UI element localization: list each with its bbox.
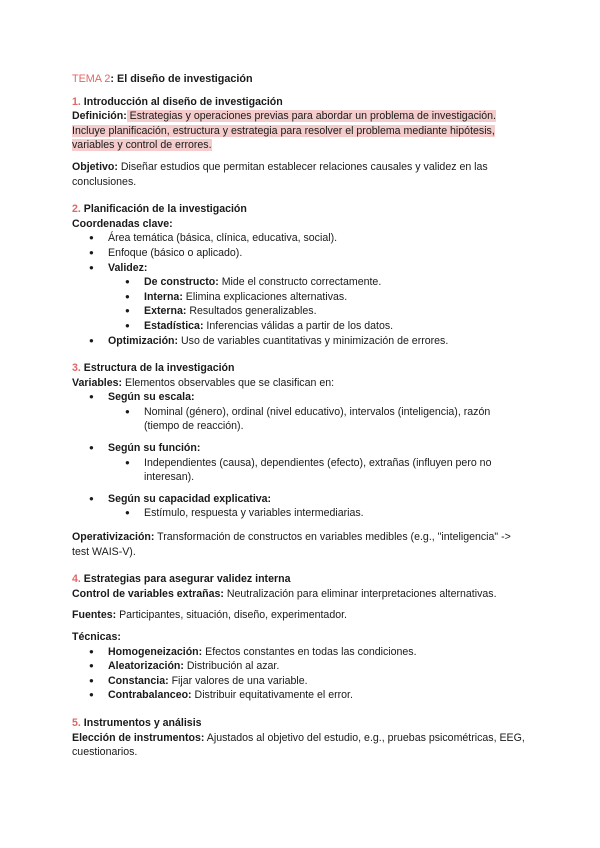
- control-label: Control de variables extrañas:: [72, 587, 224, 600]
- item-label: Externa:: [144, 305, 187, 318]
- item-text: Inferencias válidas a partir de los datos.: [203, 319, 394, 332]
- list-item: [72, 492, 528, 521]
- definition-line-1: Estrategias y operaciones previas para abordar un problema de investigación.: [126, 110, 496, 123]
- item-text: Distribución al azar.: [183, 660, 280, 673]
- instruments-label: Elección de instrumentos:: [72, 731, 205, 744]
- item-text: Nominal (género), ordinal (nivel educativo), intervalos (inteligencia), razón (tiempo de reacción).: [144, 405, 491, 433]
- sources-text: Participantes, situación, diseño, experimentador.: [116, 609, 347, 622]
- item-text: Uso de variables cuantitativas y minimización de errores.: [178, 334, 449, 347]
- variables-text: Elementos observables que se clasifican en:: [122, 376, 335, 389]
- section-3-heading: [72, 361, 528, 376]
- bullet-icon: ●: [125, 291, 130, 301]
- list-item: [108, 456, 528, 485]
- list-item-text: Enfoque (básico o aplicado).: [108, 246, 243, 259]
- bullet-icon: ●: [89, 233, 94, 243]
- variables-label: Variables:: [72, 376, 123, 389]
- list-item-text: Validez:: [108, 261, 148, 274]
- item-label: Contrabalanceo:: [108, 689, 192, 702]
- page-title: [72, 72, 528, 87]
- item-label: Según su escala:: [108, 391, 195, 404]
- bullet-icon: ●: [89, 247, 94, 257]
- definition-line-2: Incluye planificación, estructura y estrategia para resolver el problema mediante hipótesis,: [72, 124, 495, 137]
- definition-paragraph: [72, 109, 528, 153]
- control-text: Neutralización para eliminar interpretaciones alternativas.: [223, 587, 497, 600]
- section-1-heading: [72, 95, 528, 110]
- item-label: Según su capacidad explicativa:: [108, 492, 272, 505]
- list-item: [108, 275, 528, 290]
- section-heading-text: Planificación de la investigación: [80, 203, 247, 216]
- list-item: [108, 405, 528, 434]
- item-label: Optimización:: [108, 334, 179, 347]
- list-item: [72, 645, 528, 660]
- document-page: [72, 72, 528, 760]
- objective-text: Diseñar estudios que permitan establecer relaciones causales y validez en las conclusiones.: [72, 160, 488, 188]
- coordinates-list: [72, 231, 528, 348]
- sublist: [108, 456, 528, 485]
- variables-list: [72, 390, 528, 521]
- techniques-list: [72, 645, 528, 703]
- list-item: [72, 390, 528, 441]
- section-heading-text: Estructura de la investigación: [80, 362, 235, 375]
- section-heading-text: Introducción al diseño de investigación: [80, 95, 283, 108]
- section-5-heading: [72, 716, 528, 731]
- item-text: Elimina explicaciones alternativas.: [182, 290, 348, 303]
- bullet-icon: ●: [89, 392, 94, 402]
- list-item-text: Área temática (básica, clínica, educativa, social).: [108, 232, 338, 245]
- section-heading-text: Estrategias para asegurar validez interna: [80, 573, 291, 586]
- bullet-icon: ●: [125, 406, 130, 416]
- bullet-icon: ●: [89, 262, 94, 272]
- item-text: Resultados generalizables.: [186, 305, 317, 318]
- list-item: [72, 246, 528, 261]
- list-item: [72, 659, 528, 674]
- sources-paragraph: [72, 608, 528, 623]
- list-item: [72, 231, 528, 246]
- list-item: [72, 261, 528, 334]
- item-text: Fijar valores de una variable.: [168, 674, 308, 687]
- list-item: [72, 334, 528, 349]
- list-item: [108, 319, 528, 334]
- bullet-icon: ●: [125, 508, 130, 518]
- item-text: Independientes (causa), dependientes (efecto), extrañas (influyen pero no interesan).: [144, 456, 492, 484]
- variables-paragraph: [72, 376, 528, 391]
- item-text: Estímulo, respuesta y variables intermediarias.: [144, 507, 364, 520]
- section-number: 4.: [72, 573, 81, 586]
- item-label: De constructo:: [144, 276, 219, 289]
- list-item: [108, 304, 528, 319]
- item-label: Aleatorización:: [108, 660, 184, 673]
- techniques-label: Técnicas:: [72, 631, 121, 643]
- list-item: [72, 441, 528, 492]
- objective-paragraph: [72, 160, 528, 189]
- objective-label: Objetivo:: [72, 160, 118, 173]
- bullet-icon: ●: [125, 277, 130, 287]
- item-text: Efectos constantes en todas las condiciones.: [202, 645, 417, 658]
- bullet-icon: ●: [89, 646, 94, 656]
- definition-line-3: variables y control de errores.: [72, 139, 212, 152]
- item-label: Según su función:: [108, 442, 201, 455]
- list-item: [108, 290, 528, 305]
- bullet-icon: ●: [89, 690, 94, 700]
- title-text: : El diseño de investigación: [110, 73, 253, 85]
- operativization-text: Transformación de constructos en variables medibles (e.g., "inteligencia" -> test WAIS-V).: [72, 531, 511, 558]
- control-paragraph: [72, 587, 528, 602]
- instruments-paragraph: [72, 731, 528, 760]
- bullet-icon: ●: [125, 320, 130, 330]
- item-text: Distribuir equitativamente el error.: [191, 689, 353, 702]
- section-number: 1.: [72, 95, 81, 108]
- definition-label: Definición:: [72, 110, 127, 123]
- sublist: [108, 506, 528, 521]
- item-label: Constancia:: [108, 674, 169, 687]
- bullet-icon: ●: [89, 493, 94, 503]
- operativization-label: Operativización:: [72, 531, 155, 544]
- item-label: Estadística:: [144, 319, 204, 332]
- operativization-paragraph: [72, 530, 528, 559]
- bullet-icon: ●: [125, 457, 130, 467]
- bullet-icon: ●: [89, 675, 94, 685]
- item-text: Mide el constructo correctamente.: [218, 276, 382, 289]
- section-number: 5.: [72, 716, 81, 729]
- sources-label: Fuentes:: [72, 609, 117, 622]
- item-label: Homogeneización:: [108, 645, 203, 658]
- validity-list: [108, 275, 528, 333]
- coordinates-label: Coordenadas clave:: [72, 217, 173, 230]
- item-label: Interna:: [144, 290, 183, 303]
- section-number: 2.: [72, 203, 81, 216]
- section-4-heading: [72, 572, 528, 587]
- sublist: [108, 405, 528, 434]
- title-prefix: TEMA 2: [72, 73, 111, 85]
- section-2-heading: [72, 202, 528, 217]
- bullet-icon: ●: [125, 306, 130, 316]
- section-number: 3.: [72, 362, 81, 375]
- bullet-icon: ●: [89, 661, 94, 671]
- section-heading-text: Instrumentos y análisis: [80, 716, 202, 729]
- list-item: [72, 688, 528, 703]
- bullet-icon: ●: [89, 443, 94, 453]
- bullet-icon: ●: [89, 335, 94, 345]
- list-item: [72, 674, 528, 689]
- list-item: [108, 506, 528, 521]
- instruments-text: Ajustados al objetivo del estudio, e.g., pruebas psicométricas, EEG, cuestionarios.: [72, 731, 525, 759]
